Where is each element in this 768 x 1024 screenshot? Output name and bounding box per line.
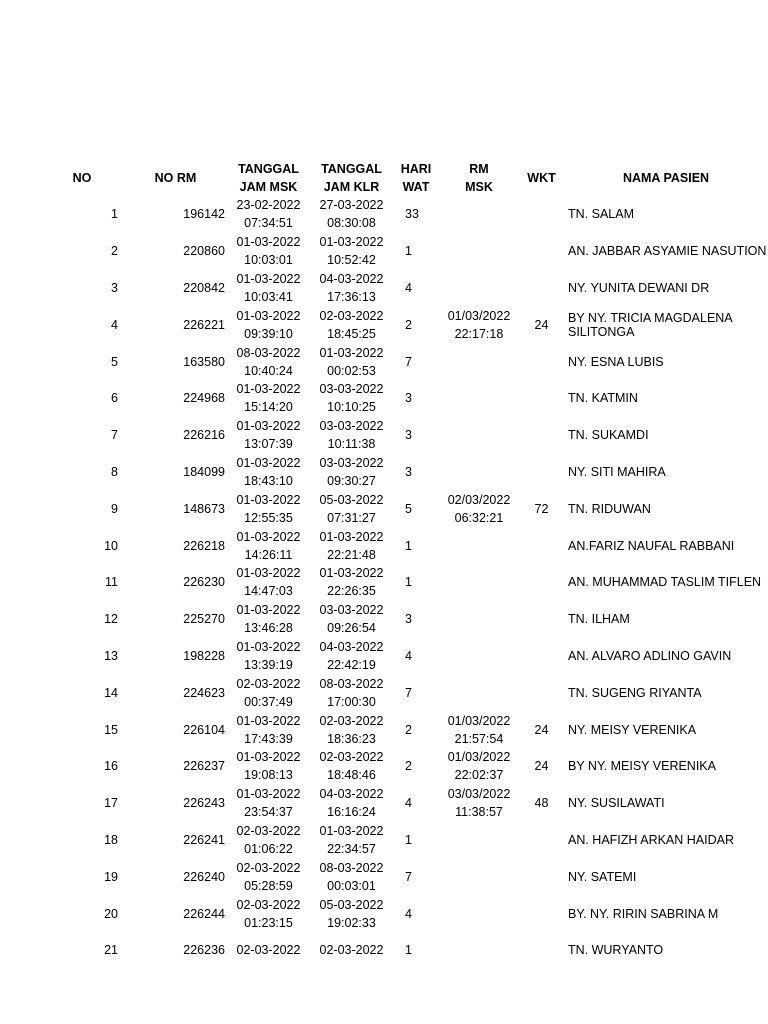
- cell-nama-pasien: AN. JABBAR ASYAMIE NASUTION: [568, 244, 767, 259]
- cell-no: 7: [111, 428, 118, 443]
- table-row: [40, 711, 768, 748]
- cell-rm-msk: [439, 895, 519, 932]
- header-no: NO: [72, 171, 92, 185]
- cell-no-rm: 226216: [183, 428, 225, 443]
- cell-tanggal-msk: [227, 601, 310, 638]
- cell-klr-date: 08-03-2022: [319, 676, 384, 691]
- cell-nama-pasien: TN. SALAM: [568, 207, 634, 222]
- cell-tanggal-msk: [227, 380, 310, 417]
- cell-klr-time: 17:00:30: [327, 694, 376, 709]
- table-row: [40, 270, 768, 307]
- cell-klr-date: 03-03-2022: [319, 419, 384, 434]
- cell-tanggal-msk: [227, 454, 310, 491]
- cell-klr-time: 10:10:25: [327, 400, 376, 415]
- cell-msk-time: 13:39:19: [244, 657, 293, 672]
- cell-msk-date: 02-03-2022: [236, 860, 301, 875]
- cell-klr-date: 08-03-2022: [319, 860, 384, 875]
- cell-tanggal-msk: [227, 306, 310, 343]
- cell-no: 13: [104, 648, 118, 663]
- cell-rm-msk-time: 06:32:21: [454, 510, 504, 525]
- cell-klr-time: 18:36:23: [327, 731, 376, 746]
- cell-klr-date: 02-03-2022: [319, 750, 384, 765]
- cell-wkt: 24: [534, 759, 549, 774]
- cell-nama-pasien: TN. SUKAMDI: [568, 428, 649, 443]
- cell-msk-time: 14:26:11: [244, 547, 293, 562]
- cell-tanggal-msk: [227, 674, 310, 711]
- cell-klr-date: 04-03-2022: [319, 639, 384, 654]
- cell-hari-wat: 1: [405, 575, 412, 590]
- cell-msk-date: 01-03-2022: [236, 713, 301, 728]
- cell-hari-wat: 4: [405, 796, 412, 811]
- cell-tanggal-klr: [310, 270, 393, 307]
- cell-klr-time: 09:30:27: [327, 473, 376, 488]
- cell-tanggal-klr: [310, 233, 393, 270]
- cell-nama-pasien: TN. KATMIN: [568, 391, 638, 406]
- cell-tanggal-klr: [310, 343, 393, 380]
- cell-msk-date: 01-03-2022: [236, 308, 301, 323]
- cell-no-rm: 226243: [183, 796, 225, 811]
- table-row: [40, 527, 768, 564]
- cell-no-rm: 226237: [183, 759, 225, 774]
- cell-rm-msk-time: 22:02:37: [454, 768, 504, 783]
- cell-hari-wat: 4: [405, 906, 412, 921]
- table-row: [40, 417, 768, 454]
- cell-klr-time: 22:26:35: [327, 584, 376, 599]
- cell-no-rm: 226236: [183, 943, 225, 954]
- cell-rm-msk-date: 02/03/2022: [447, 492, 511, 507]
- cell-tanggal-klr: [310, 417, 393, 454]
- cell-wkt: [519, 638, 564, 675]
- table-row: [40, 638, 768, 675]
- cell-nama-pasien: NY. SITI MAHIRA: [568, 464, 666, 479]
- cell-klr-time: 09:26:54: [327, 621, 376, 636]
- cell-no: 20: [104, 906, 118, 921]
- table-row: [40, 674, 768, 711]
- header-tanggal-jam-msk: TANGGAL JAM MSK: [238, 162, 299, 194]
- cell-klr-time: 19:02:33: [327, 915, 376, 930]
- cell-no: 14: [104, 685, 118, 700]
- cell-nama-pasien: AN. MUHAMMAD TASLIM TIFLEN: [568, 575, 762, 590]
- cell-hari-wat: 1: [405, 832, 412, 847]
- table-row: [40, 564, 768, 601]
- cell-nama-pasien: TN. RIDUWAN: [568, 501, 651, 516]
- cell-tanggal-klr: [310, 306, 393, 343]
- cell-hari-wat: 4: [405, 280, 412, 295]
- cell-msk-date: 01-03-2022: [236, 382, 301, 397]
- cell-msk-date: 01-03-2022: [236, 529, 301, 544]
- cell-msk-time: 10:40:24: [244, 363, 293, 378]
- cell-nama-pasien: BY. NY. RIRIN SABRINA M: [568, 906, 719, 921]
- cell-no-rm: 226244: [183, 906, 225, 921]
- cell-msk-date: 01-03-2022: [236, 235, 301, 250]
- cell-msk-time: 18:43:10: [244, 473, 293, 488]
- cell-rm-msk: [439, 233, 519, 270]
- cell-msk-time: 01:06:22: [244, 841, 293, 856]
- cell-hari-wat: 7: [405, 869, 412, 884]
- cell-tanggal-klr: [310, 564, 393, 601]
- table-row: [40, 196, 768, 233]
- cell-klr-date: 01-03-2022: [319, 529, 384, 544]
- cell-nama-pasien: AN.FARIZ NAUFAL RABBANI: [568, 538, 735, 553]
- cell-klr-time: 10:11:38: [327, 437, 376, 452]
- cell-tanggal-klr: [310, 527, 393, 564]
- cell-no: 17: [104, 796, 118, 811]
- cell-hari-wat: 3: [405, 464, 412, 479]
- cell-no-rm: 224968: [183, 391, 225, 406]
- patient-table-sheet: [0, 160, 768, 954]
- cell-rm-msk-date: 01/03/2022: [447, 308, 511, 323]
- cell-msk-time: 05:28:59: [244, 878, 293, 893]
- patient-table: [40, 160, 768, 954]
- table-body: [40, 196, 768, 954]
- cell-msk-time: 15:14:20: [244, 400, 293, 415]
- cell-msk-date: 01-03-2022: [236, 455, 301, 470]
- cell-nama-pasien: BY NY. MEISY VERENIKA: [568, 759, 716, 774]
- cell-hari-wat: 2: [405, 722, 412, 737]
- cell-klr-time: 16:16:24: [327, 805, 376, 820]
- cell-msk-time: 23:54:37: [244, 805, 293, 820]
- cell-hari-wat: 2: [405, 759, 412, 774]
- cell-wkt: [519, 932, 564, 954]
- cell-no-rm: 198228: [183, 648, 225, 663]
- table-row: [40, 748, 768, 785]
- cell-rm-msk: [439, 748, 519, 785]
- cell-wkt: [519, 270, 564, 307]
- header-nama-pasien: NAMA PASIEN: [622, 171, 710, 185]
- cell-msk-date: 02-03-2022: [236, 676, 301, 691]
- header-hari-wat: HARI WAT: [400, 162, 432, 194]
- cell-no: 18: [104, 832, 118, 847]
- cell-rm-msk: [439, 638, 519, 675]
- cell-klr-time: 08:30:08: [327, 216, 376, 231]
- cell-klr-date: 03-03-2022: [319, 603, 384, 618]
- cell-tanggal-klr: [310, 858, 393, 895]
- cell-tanggal-klr: [310, 601, 393, 638]
- table-row: [40, 785, 768, 822]
- cell-wkt: [519, 527, 564, 564]
- header-rm-msk: RM MSK: [465, 162, 493, 194]
- table-row: [40, 306, 768, 343]
- cell-no-rm: 220860: [183, 244, 225, 259]
- cell-klr-date: 03-03-2022: [319, 382, 384, 397]
- cell-no-rm: 226221: [183, 317, 225, 332]
- cell-rm-msk: [439, 674, 519, 711]
- cell-tanggal-klr: [310, 638, 393, 675]
- cell-wkt: 48: [534, 796, 549, 811]
- cell-hari-wat: 5: [405, 501, 412, 516]
- table-row: [40, 858, 768, 895]
- cell-hari-wat: 33: [405, 207, 419, 222]
- cell-tanggal-msk: [227, 785, 310, 822]
- cell-msk-time: 10:03:41: [244, 289, 293, 304]
- cell-tanggal-klr: [310, 822, 393, 859]
- cell-msk-time: 10:03:01: [244, 253, 293, 268]
- cell-wkt: [519, 564, 564, 601]
- cell-wkt: 24: [534, 722, 549, 737]
- cell-hari-wat: 3: [405, 428, 412, 443]
- cell-klr-date: 01-03-2022: [319, 566, 384, 581]
- cell-rm-msk: [439, 380, 519, 417]
- cell-no: 16: [104, 759, 118, 774]
- cell-hari-wat: 4: [405, 648, 412, 663]
- cell-no-rm: 196142: [183, 207, 225, 222]
- cell-tanggal-msk: [227, 270, 310, 307]
- cell-klr-time: 17:36:13: [327, 289, 376, 304]
- cell-no-rm: 226240: [183, 869, 225, 884]
- cell-nama-pasien: NY. YUNITA DEWANI DR: [568, 280, 710, 295]
- cell-msk-time: 19:08:13: [244, 768, 293, 783]
- table-row: [40, 343, 768, 380]
- cell-tanggal-klr: [310, 932, 393, 954]
- cell-no: 19: [104, 869, 118, 884]
- cell-rm-msk-time: 21:57:54: [454, 731, 504, 746]
- cell-no-rm: 148673: [183, 501, 225, 516]
- cell-hari-wat: 2: [405, 317, 412, 332]
- cell-tanggal-msk: [227, 527, 310, 564]
- table-row: [40, 380, 768, 417]
- cell-msk-date: 02-03-2022: [236, 897, 301, 912]
- cell-msk-date: 01-03-2022: [236, 750, 301, 765]
- cell-klr-time: 18:48:46: [327, 768, 376, 783]
- cell-no: 5: [111, 354, 118, 369]
- cell-wkt: [519, 858, 564, 895]
- cell-klr-time: 00:03:01: [327, 878, 376, 893]
- cell-msk-time: 13:07:39: [244, 437, 293, 452]
- cell-msk-time: 13:46:28: [244, 621, 293, 636]
- cell-tanggal-msk: [227, 233, 310, 270]
- cell-wkt: [519, 233, 564, 270]
- cell-rm-msk-time: 11:38:57: [455, 805, 503, 820]
- cell-rm-msk: [439, 306, 519, 343]
- cell-rm-msk: [439, 822, 519, 859]
- cell-no: 11: [105, 575, 118, 590]
- cell-msk-date: 01-03-2022: [236, 566, 301, 581]
- cell-msk-date: 01-03-2022: [236, 492, 301, 507]
- cell-klr-date: 02-03-2022: [319, 308, 384, 323]
- cell-no: 9: [111, 501, 118, 516]
- cell-rm-msk-date: 01/03/2022: [447, 750, 511, 765]
- cell-msk-time: 01:23:15: [244, 915, 293, 930]
- cell-tanggal-msk: [227, 895, 310, 932]
- cell-tanggal-klr: [310, 490, 393, 527]
- cell-nama-pasien: AN. HAFIZH ARKAN HAIDAR: [568, 832, 734, 847]
- cell-rm-msk-date: 01/03/2022: [447, 713, 511, 728]
- cell-hari-wat: 1: [405, 244, 412, 259]
- cell-no: 15: [104, 722, 118, 737]
- cell-rm-msk: [439, 454, 519, 491]
- cell-wkt: [519, 674, 564, 711]
- cell-tanggal-klr: [310, 785, 393, 822]
- header-no-rm: NO RM: [154, 171, 197, 185]
- cell-no: 6: [111, 391, 118, 406]
- cell-nama-pasien: AN. ALVARO ADLINO GAVIN: [568, 648, 732, 663]
- cell-nama-pasien: BY NY. TRICIA MAGDALENA SILITONGA: [568, 310, 732, 339]
- cell-rm-msk: [439, 858, 519, 895]
- header-wkt: WKT: [527, 171, 556, 185]
- cell-klr-date: 03-03-2022: [319, 455, 384, 470]
- cell-wkt: [519, 343, 564, 380]
- cell-tanggal-klr: [310, 454, 393, 491]
- header-row: [40, 160, 768, 196]
- cell-klr-time: 18:45:25: [327, 326, 376, 341]
- cell-klr-time: 00:02:53: [327, 363, 376, 378]
- cell-no-rm: 226218: [183, 538, 225, 553]
- cell-msk-date: 01-03-2022: [236, 639, 301, 654]
- cell-msk-date: 01-03-2022: [236, 603, 301, 618]
- cell-nama-pasien: NY. ESNA LUBIS: [568, 354, 664, 369]
- cell-klr-date: 02-03-2022: [319, 943, 384, 954]
- cell-msk-time: 14:47:03: [244, 584, 293, 599]
- cell-rm-msk: [439, 932, 519, 954]
- cell-tanggal-klr: [310, 380, 393, 417]
- cell-klr-time: 07:31:27: [327, 510, 376, 525]
- cell-wkt: [519, 895, 564, 932]
- cell-no: 2: [111, 244, 118, 259]
- cell-no-rm: 163580: [183, 354, 225, 369]
- cell-msk-date: 01-03-2022: [236, 419, 301, 434]
- cell-hari-wat: 3: [405, 612, 412, 627]
- cell-msk-date: 23-02-2022: [236, 198, 301, 213]
- cell-no: 21: [104, 943, 118, 954]
- cell-no: 12: [104, 612, 118, 627]
- cell-tanggal-klr: [310, 674, 393, 711]
- cell-no-rm: 225270: [183, 612, 225, 627]
- cell-tanggal-msk: [227, 748, 310, 785]
- cell-no: 10: [104, 538, 118, 553]
- cell-nama-pasien: TN. WURYANTO: [568, 943, 664, 954]
- table-row: [40, 454, 768, 491]
- cell-klr-date: 02-03-2022: [319, 713, 384, 728]
- cell-wkt: [519, 822, 564, 859]
- cell-no-rm: 226104: [183, 722, 225, 737]
- cell-tanggal-klr: [310, 748, 393, 785]
- cell-tanggal-msk: [227, 417, 310, 454]
- cell-rm-msk: [439, 270, 519, 307]
- cell-no: 8: [111, 464, 118, 479]
- table-row: [40, 233, 768, 270]
- cell-tanggal-msk: [227, 822, 310, 859]
- cell-rm-msk: [439, 490, 519, 527]
- cell-tanggal-msk: [227, 711, 310, 748]
- cell-nama-pasien: TN. SUGENG RIYANTA: [568, 685, 702, 700]
- cell-klr-time: 22:42:19: [327, 657, 376, 672]
- cell-no: 1: [111, 207, 118, 222]
- cell-klr-date: 05-03-2022: [319, 897, 384, 912]
- cell-msk-time: 17:43:39: [244, 731, 293, 746]
- cell-wkt: [519, 601, 564, 638]
- cell-no-rm: 226241: [183, 832, 225, 847]
- cell-nama-pasien: TN. ILHAM: [568, 612, 630, 627]
- cell-rm-msk: [439, 417, 519, 454]
- cell-hari-wat: 7: [405, 685, 412, 700]
- cell-nama-pasien: NY. SUSILAWATI: [568, 796, 665, 811]
- cell-no-rm: 220842: [183, 280, 225, 295]
- cell-klr-date: 05-03-2022: [319, 492, 384, 507]
- table-row: [40, 822, 768, 859]
- cell-tanggal-msk: [227, 490, 310, 527]
- cell-tanggal-msk: [227, 858, 310, 895]
- cell-klr-time: 10:52:42: [327, 253, 376, 268]
- cell-klr-date: 01-03-2022: [319, 345, 384, 360]
- cell-wkt: [519, 196, 564, 233]
- cell-msk-time: 12:55:35: [244, 510, 293, 525]
- cell-msk-date: 02-03-2022: [236, 823, 301, 838]
- header-tanggal-jam-klr: TANGGAL JAM KLR: [321, 162, 382, 194]
- table-row: [40, 895, 768, 932]
- cell-tanggal-msk: [227, 196, 310, 233]
- cell-wkt: [519, 417, 564, 454]
- cell-wkt: [519, 454, 564, 491]
- cell-msk-time: 09:39:10: [244, 326, 293, 341]
- cell-msk-date: 01-03-2022: [236, 787, 301, 802]
- table-row: [40, 490, 768, 527]
- cell-rm-msk: [439, 785, 519, 822]
- cell-nama-pasien: NY. MEISY VERENIKA: [568, 722, 697, 737]
- cell-tanggal-msk: [227, 564, 310, 601]
- cell-msk-date: 01-03-2022: [236, 271, 301, 286]
- cell-no: 4: [111, 317, 118, 332]
- cell-msk-date: 08-03-2022: [236, 345, 301, 360]
- cell-tanggal-msk: [227, 932, 310, 954]
- cell-tanggal-klr: [310, 196, 393, 233]
- cell-wkt: 24: [534, 317, 549, 332]
- cell-no-rm: 184099: [183, 464, 225, 479]
- cell-tanggal-klr: [310, 895, 393, 932]
- cell-klr-time: 22:21:48: [327, 547, 376, 562]
- cell-nama-pasien: NY. SATEMI: [568, 869, 637, 884]
- cell-msk-time: 07:34:51: [244, 216, 293, 231]
- cell-rm-msk: [439, 343, 519, 380]
- cell-hari-wat: 7: [405, 354, 412, 369]
- cell-hari-wat: 1: [405, 538, 412, 553]
- cell-msk-time: 00:37:49: [244, 694, 293, 709]
- cell-klr-date: 01-03-2022: [319, 823, 384, 838]
- cell-hari-wat: 1: [405, 943, 412, 954]
- cell-klr-date: 01-03-2022: [319, 235, 384, 250]
- table-row: [40, 932, 768, 954]
- table-row: [40, 601, 768, 638]
- cell-klr-date: 04-03-2022: [319, 787, 384, 802]
- cell-klr-date: 04-03-2022: [319, 271, 384, 286]
- cell-rm-msk: [439, 527, 519, 564]
- cell-klr-time: 22:34:57: [327, 841, 376, 856]
- cell-klr-date: 27-03-2022: [319, 198, 384, 213]
- cell-rm-msk: [439, 564, 519, 601]
- cell-rm-msk-date: 03/03/2022: [447, 787, 511, 802]
- cell-wkt: [519, 380, 564, 417]
- cell-no-rm: 226230: [183, 575, 225, 590]
- cell-rm-msk-time: 22:17:18: [454, 326, 504, 341]
- cell-tanggal-klr: [310, 711, 393, 748]
- cell-rm-msk: [439, 711, 519, 748]
- cell-rm-msk: [439, 196, 519, 233]
- cell-no: 3: [111, 280, 118, 295]
- cell-hari-wat: 3: [405, 391, 412, 406]
- cell-no-rm: 224623: [183, 685, 225, 700]
- cell-wkt: 72: [534, 501, 549, 516]
- cell-msk-date: 02-03-2022: [236, 943, 301, 954]
- cell-tanggal-msk: [227, 343, 310, 380]
- cell-rm-msk: [439, 601, 519, 638]
- cell-tanggal-msk: [227, 638, 310, 675]
